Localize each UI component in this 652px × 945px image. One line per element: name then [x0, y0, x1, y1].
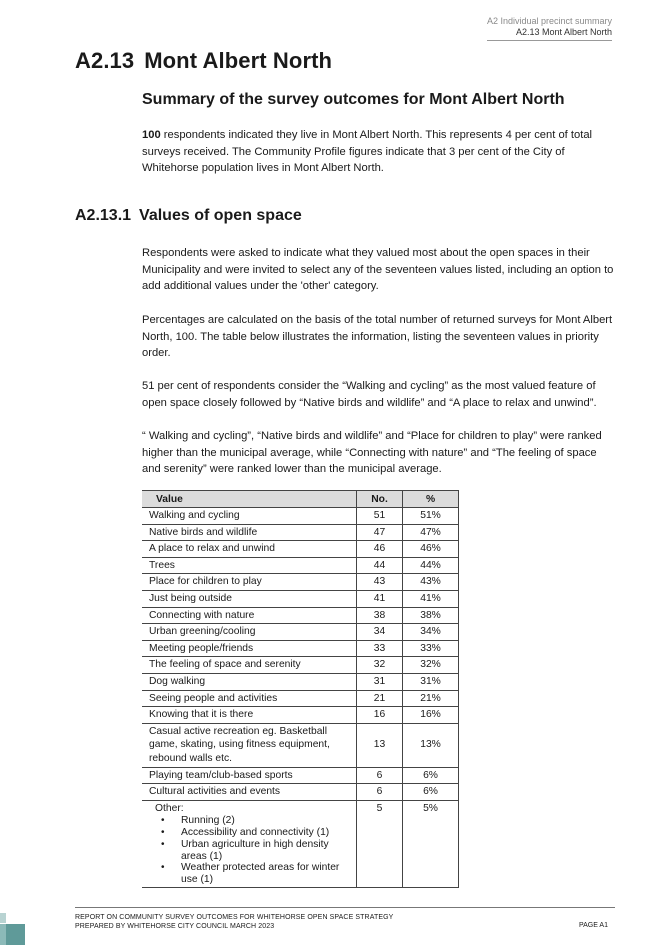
other-percent: 5%	[403, 800, 459, 887]
footer-report-title: REPORT ON COMMUNITY SURVEY OUTCOMES FOR WHITEHORSE OPEN SPACE STRATEGY	[75, 914, 394, 921]
count-cell: 51	[357, 508, 403, 525]
column-header-no: No.	[357, 491, 403, 508]
table-row	[142, 557, 459, 574]
percent-cell: 43%	[403, 574, 459, 591]
percent-cell: 21%	[403, 690, 459, 707]
count-cell: 38	[357, 607, 403, 624]
other-item: • Running (2)	[181, 815, 349, 827]
value-cell: Meeting people/friends	[142, 640, 357, 657]
paragraph-method: Respondents were asked to indicate what they valued most about the open spaces in their Municipality and were invited to select any of the seventeen values listed, including an option to add additional values under the 'other' category.	[142, 247, 614, 293]
running-header	[487, 16, 612, 41]
page-number: PAGE A1	[578, 922, 608, 929]
value-cell: Casual active recreation eg. Basketball game, skating, using fitness equipment, rebound walls etc.	[142, 723, 357, 767]
table-header-row	[142, 491, 459, 508]
table-row	[142, 690, 459, 707]
other-count: 5	[357, 800, 403, 887]
table-body	[142, 508, 459, 801]
table-row	[142, 673, 459, 690]
paragraph-comparison: “ Walking and cycling”, “Native birds and wildlife” and “Place for children to play” were ranked higher than the municipal average, while “Connecting with nature” and “The feeling of space and serenity” were ranked lower than the municipal average.	[142, 430, 602, 476]
percent-cell: 32%	[403, 657, 459, 674]
summary-heading: Summary of the survey outcomes for Mont Albert North	[142, 91, 565, 108]
count-cell: 31	[357, 673, 403, 690]
percent-cell: 38%	[403, 607, 459, 624]
percent-cell: 51%	[403, 508, 459, 525]
other-cell	[142, 800, 357, 887]
page-title	[75, 48, 332, 74]
paragraph-percentages: Percentages are calculated on the basis of the total number of returned surveys for Mont Albert North, 100. The table below illustrates the information, listing the seventeen values in priority order.	[142, 314, 613, 360]
header-section: A2.13 Mont Albert North	[487, 27, 612, 41]
footer-divider	[75, 907, 615, 908]
table-row	[142, 784, 459, 801]
percent-cell: 47%	[403, 524, 459, 541]
count-cell: 47	[357, 524, 403, 541]
value-cell: Walking and cycling	[142, 508, 357, 525]
value-cell: Trees	[142, 557, 357, 574]
value-cell: The feeling of space and serenity	[142, 657, 357, 674]
decorative-block	[0, 913, 6, 923]
values-table	[142, 490, 459, 888]
count-cell: 6	[357, 784, 403, 801]
percent-cell: 44%	[403, 557, 459, 574]
count-cell: 41	[357, 590, 403, 607]
section-heading	[75, 207, 302, 225]
count-cell: 21	[357, 690, 403, 707]
percent-cell: 31%	[403, 673, 459, 690]
value-cell: Place for children to play	[142, 574, 357, 591]
page-title-number: A2.13	[75, 48, 135, 73]
section-title: Values of open space	[139, 207, 302, 224]
decorative-block	[6, 924, 25, 945]
table-row	[142, 640, 459, 657]
value-cell: Playing team/club-based sports	[142, 767, 357, 784]
table-row	[142, 590, 459, 607]
percent-cell: 33%	[403, 640, 459, 657]
table-row	[142, 707, 459, 724]
table-row	[142, 541, 459, 558]
percent-cell: 6%	[403, 767, 459, 784]
count-cell: 6	[357, 767, 403, 784]
header-chapter: A2 Individual precinct summary	[486, 16, 612, 26]
other-item: • Accessibility and connectivity (1)	[181, 827, 349, 839]
count-cell: 32	[357, 657, 403, 674]
other-label: Other:	[155, 802, 184, 814]
paragraph-top-values: 51 per cent of respondents consider the “Walking and cycling” as the most valued feature of open space closely followed by “Native birds and wildlife” and “A place to relax and unwind”.	[142, 380, 597, 409]
percent-cell: 16%	[403, 707, 459, 724]
count-cell: 46	[357, 541, 403, 558]
value-cell: Cultural activities and events	[142, 784, 357, 801]
count-cell: 44	[357, 557, 403, 574]
count-cell: 16	[357, 707, 403, 724]
percent-cell: 34%	[403, 624, 459, 641]
table-row	[142, 524, 459, 541]
other-item: • Weather protected areas for winter use (1)	[181, 862, 349, 886]
table-row	[142, 607, 459, 624]
table-row	[142, 723, 459, 767]
count-cell: 13	[357, 723, 403, 767]
percent-cell: 6%	[403, 784, 459, 801]
count-cell: 43	[357, 574, 403, 591]
percent-cell: 46%	[403, 541, 459, 558]
section-number: A2.13.1	[75, 207, 132, 224]
other-item: • Urban agriculture in high density areas (1)	[181, 839, 349, 863]
table-row	[142, 767, 459, 784]
value-cell: Knowing that it is there	[142, 707, 357, 724]
value-cell: Just being outside	[142, 590, 357, 607]
summary-text: respondents indicated they live in Mont Albert North. This represents 4 per cent of total surveys received. The Community Profile figures indicate that 3 per cent of the City of Whitehorse population lives in Mont Albert North.	[142, 129, 593, 175]
respondents-count: 100	[142, 129, 161, 141]
value-cell: Native birds and wildlife	[142, 524, 357, 541]
value-cell: Seeing people and activities	[142, 690, 357, 707]
other-list	[149, 815, 349, 886]
value-cell: Connecting with nature	[142, 607, 357, 624]
column-header-pct: %	[403, 491, 459, 508]
count-cell: 33	[357, 640, 403, 657]
table-row	[142, 574, 459, 591]
table-row	[142, 624, 459, 641]
count-cell: 34	[357, 624, 403, 641]
percent-cell: 41%	[403, 590, 459, 607]
table-row	[142, 508, 459, 525]
footer-prepared-by: PREPARED BY WHITEHORSE CITY COUNCIL MARCH 2023	[75, 923, 275, 930]
footer-text	[75, 913, 393, 931]
page-title-text: Mont Albert North	[144, 48, 333, 73]
table-row	[142, 657, 459, 674]
value-cell: Urban greening/cooling	[142, 624, 357, 641]
percent-cell: 13%	[403, 723, 459, 767]
table-row-other	[142, 800, 459, 887]
value-cell: A place to relax and unwind	[142, 541, 357, 558]
column-header-value: Value	[142, 491, 357, 508]
summary-paragraph	[142, 127, 617, 177]
value-cell: Dog walking	[142, 673, 357, 690]
